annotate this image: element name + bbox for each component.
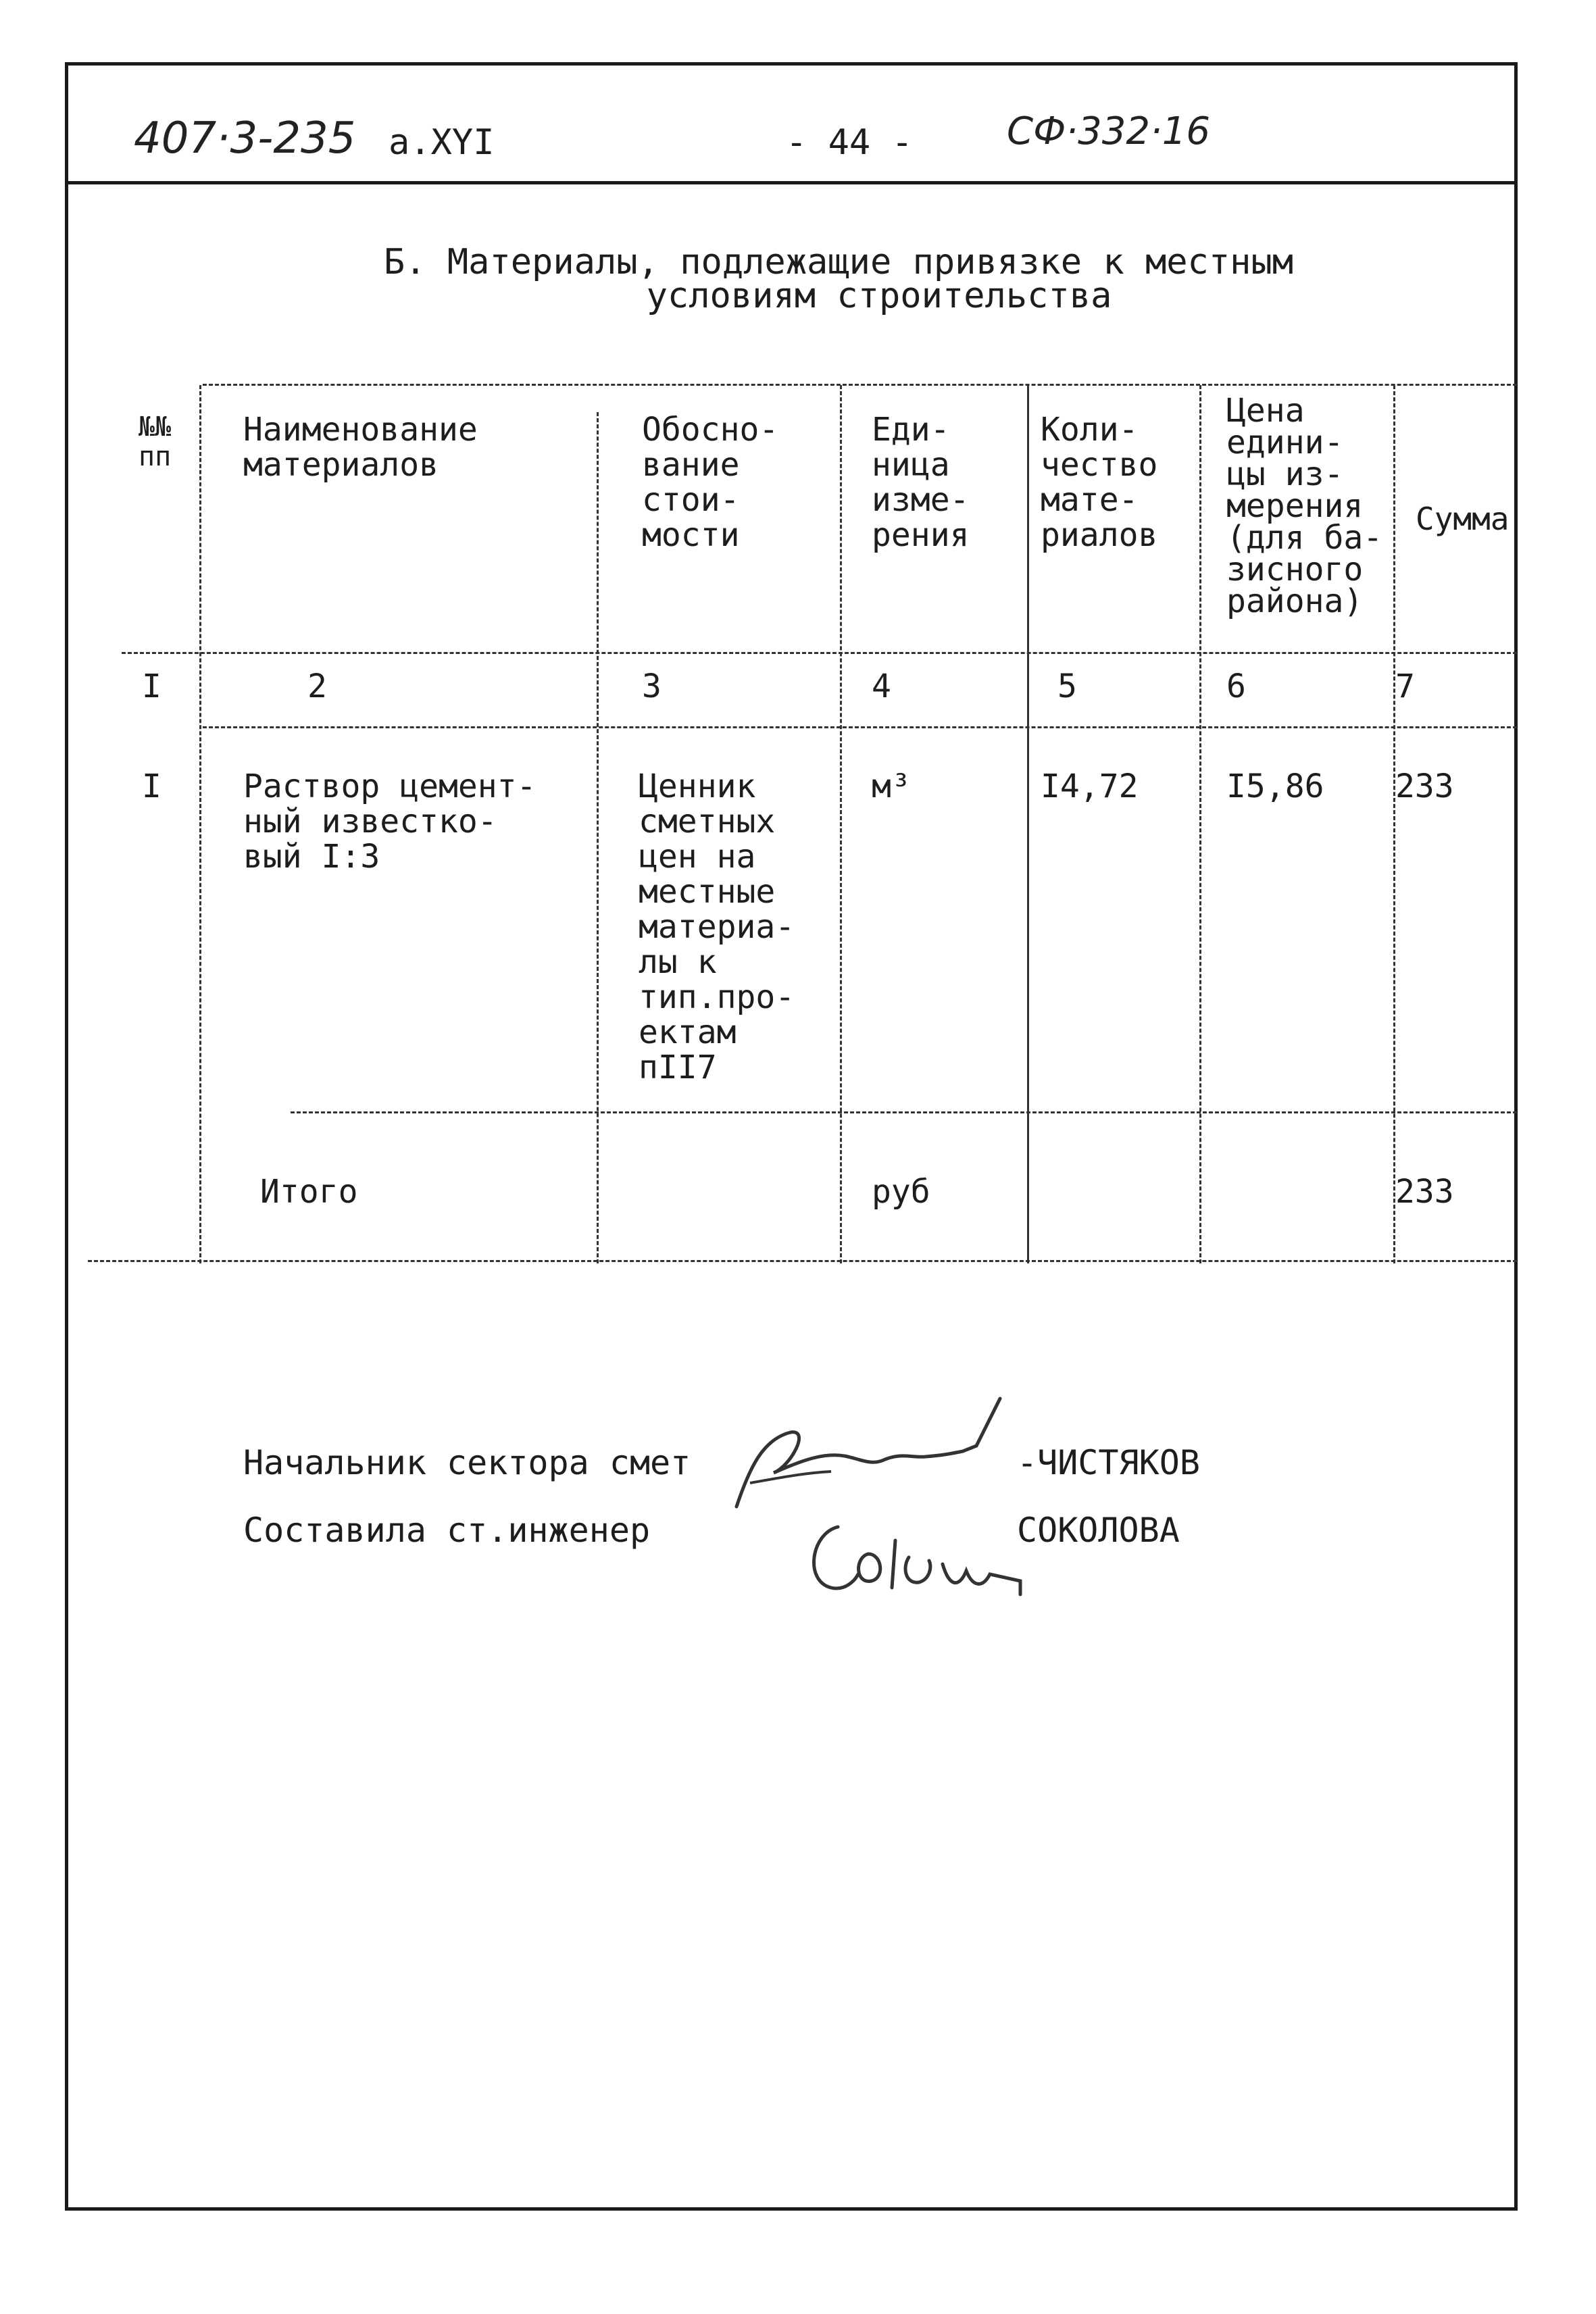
- sheet-code: СФ·332·16: [1007, 109, 1211, 153]
- col-divider-2: [597, 412, 599, 1263]
- doc-code: 407·3-235: [134, 114, 356, 164]
- table-bottom-rule: [88, 1260, 1517, 1262]
- col-divider-4: [1027, 385, 1029, 1263]
- row-price: I5,86: [1226, 768, 1324, 805]
- row-quantity: I4,72: [1041, 768, 1139, 805]
- header-bottom-rule: [122, 652, 1517, 654]
- total-label: Итого: [260, 1173, 358, 1211]
- row-name: Раствор цемент- ный известко- вый I:3: [243, 768, 537, 876]
- col-number-5: 5: [1057, 668, 1077, 705]
- col-number-2: 2: [307, 668, 327, 705]
- col-header-price: Цена едини- цы из- мерения (для ба- зисного района): [1226, 392, 1383, 620]
- col-header-basis: Обосно- вание стои- мости: [642, 411, 779, 554]
- row-bottom-rule: [291, 1111, 1517, 1113]
- col-header-sum: Сумма: [1416, 501, 1510, 537]
- page-number: - 44 -: [786, 122, 913, 163]
- signer-role-2: Составила ст.инженер: [243, 1511, 651, 1550]
- signer-role-1: Начальник сектора смет: [243, 1443, 691, 1482]
- col-header-unit: Еди- ница изме- рения: [872, 411, 970, 554]
- numbers-bottom-rule: [203, 726, 1517, 728]
- row-no: I: [142, 768, 161, 805]
- col-number-3: 3: [642, 668, 662, 705]
- col-divider-6: [1393, 385, 1395, 1263]
- handwritten-signature-2: [797, 1507, 1041, 1628]
- signer-name-1: -ЧИСТЯКОВ: [1017, 1443, 1200, 1482]
- header-divider: [65, 181, 1518, 184]
- col-number-4: 4: [872, 668, 891, 705]
- col-number-6: 6: [1226, 668, 1246, 705]
- album-label: а.XYI: [389, 122, 495, 163]
- total-sum: 233: [1395, 1173, 1454, 1211]
- row-basis: Ценник сметных цен на местные материа- лы к тип.про- ектам пII7: [639, 768, 795, 1086]
- table-top-rule: [203, 384, 1517, 386]
- col-number-1: I: [142, 668, 161, 705]
- col-divider-3: [840, 385, 842, 1263]
- col-header-name: Наименование материалов: [243, 411, 478, 484]
- row-unit: м³: [872, 768, 911, 805]
- col-divider-5: [1199, 385, 1201, 1263]
- total-unit: руб: [872, 1173, 930, 1211]
- col-number-7: 7: [1395, 668, 1415, 705]
- signer-name-2: СОКОЛОВА: [1017, 1511, 1180, 1550]
- col-header-quantity: Коли- чество мате- риалов: [1041, 411, 1158, 554]
- col-divider-1: [199, 385, 201, 1263]
- section-title-line2: условиям строительства: [646, 276, 1112, 316]
- section-title-line1: Б. Материалы, подлежащие привязке к местным: [383, 242, 1294, 282]
- col-header-no: №№ пп: [139, 411, 172, 472]
- row-sum: 233: [1395, 768, 1454, 805]
